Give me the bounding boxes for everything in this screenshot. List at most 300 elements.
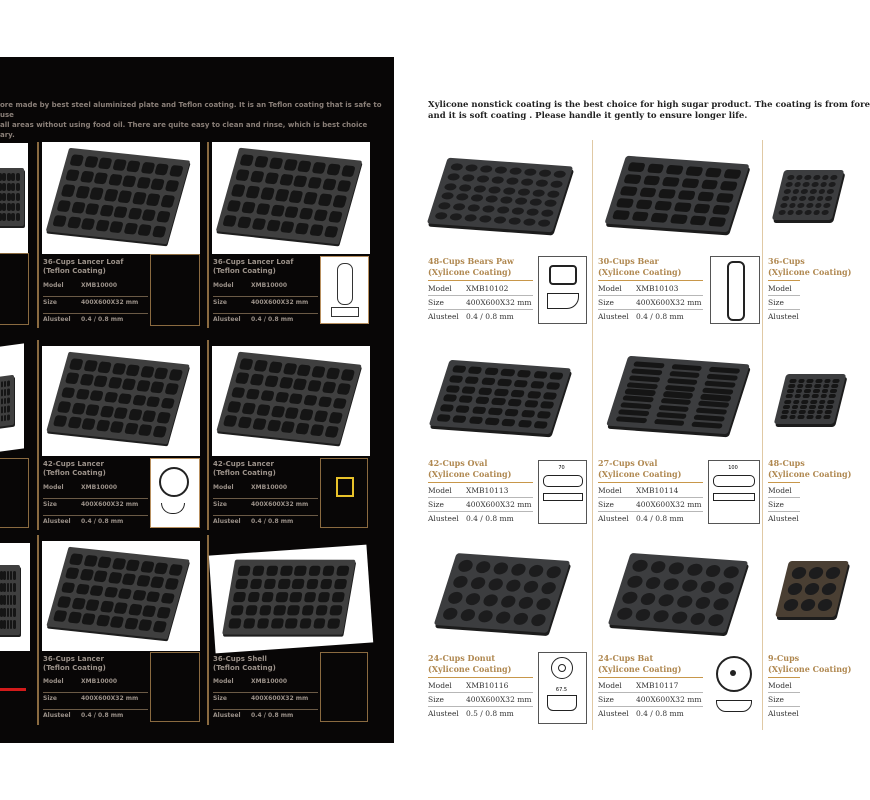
product-name <box>213 258 323 276</box>
tray-cavity <box>689 612 707 625</box>
spec-value: 400X600X32 mm <box>636 695 702 704</box>
spec-value: 0.4 / 0.8 mm <box>636 514 684 523</box>
tray-cavity <box>246 186 261 199</box>
tray-cavity <box>240 154 255 167</box>
left-intro-line: ore made by best steel aluminized plate and Teflon coating. It is an Teflon coating that is safe to use <box>0 101 382 119</box>
tray-cavity <box>86 599 100 611</box>
tray-cavity <box>821 175 829 180</box>
tray-cavity <box>146 194 161 207</box>
product-title: 48-Cups <box>768 458 805 468</box>
tray-cavity <box>658 405 690 412</box>
tray-cavity <box>140 366 154 378</box>
tray-cavity <box>13 583 16 592</box>
title-rule <box>598 280 703 281</box>
spec-row <box>428 693 533 707</box>
tray-cavity <box>287 605 300 615</box>
tray-cavity <box>439 404 454 412</box>
spec-label: Size <box>428 298 444 307</box>
tray-cavity <box>792 400 800 404</box>
left-divider <box>207 340 209 530</box>
tray-cavity <box>694 596 712 609</box>
tray-cavity <box>800 189 808 194</box>
tray-cavity <box>295 222 310 235</box>
tray-cavity <box>830 389 838 393</box>
tray-cavity <box>699 580 717 593</box>
tray-cavity <box>620 186 638 196</box>
tray-cavity <box>310 424 325 436</box>
product-name <box>428 458 511 480</box>
spec-table <box>43 484 148 532</box>
spec-value: XMB10000 <box>81 678 118 685</box>
spec-row <box>768 282 800 296</box>
spec-row <box>598 707 703 720</box>
tray-cavity <box>786 389 794 393</box>
tray-cavity <box>231 184 246 197</box>
tray-cavity <box>7 595 10 604</box>
tray-cavity <box>155 163 170 176</box>
product-name <box>213 460 323 478</box>
tray-cavity <box>449 212 463 220</box>
tray-cavity <box>459 609 477 622</box>
product-name <box>598 653 681 675</box>
tray-cavity <box>827 400 835 404</box>
tray-cavity <box>533 420 548 428</box>
tray-cavity <box>142 410 156 422</box>
tray-cavity <box>123 222 138 235</box>
tray-cavity <box>231 605 244 615</box>
tray-cavity <box>671 364 703 371</box>
product-photo <box>430 350 580 450</box>
tray-cavity <box>126 559 140 571</box>
tray-cavity <box>13 620 16 629</box>
spec-value: XMB10000 <box>81 484 118 491</box>
tray-cavity <box>807 196 815 201</box>
product-title: 27-Cups Oval <box>598 458 658 468</box>
tray-cavity <box>693 203 711 213</box>
tray-cavity <box>478 215 492 223</box>
tray-cavity <box>281 421 296 433</box>
tray-cavity <box>634 608 652 621</box>
tray-cavity <box>326 367 341 379</box>
tray-cavity <box>804 389 812 393</box>
spec-label: Size <box>768 695 784 704</box>
tray-cavity <box>3 571 6 580</box>
tray-cavity <box>86 404 100 416</box>
tray-cavity <box>491 398 506 406</box>
spec-row <box>768 296 800 310</box>
tray-cavity <box>4 398 7 405</box>
tray-cavity <box>315 606 328 616</box>
tray-cavity <box>80 171 95 184</box>
tray-cavity <box>810 400 818 404</box>
tray-cavity <box>95 219 110 232</box>
spec-table <box>213 484 318 532</box>
tray-cavity <box>795 175 803 180</box>
tray-cavity <box>643 175 661 185</box>
tray-cavity <box>788 415 796 419</box>
tray-cavity <box>451 365 466 373</box>
product-name-line: 36-Cups Lancer <box>43 655 104 663</box>
tray-cavity <box>662 578 680 591</box>
tray-cavity <box>328 210 343 223</box>
tray-cavity <box>790 567 807 579</box>
tray-cavity <box>83 555 97 567</box>
tray-cavity <box>540 582 558 595</box>
tray-cavity <box>496 206 510 214</box>
tray-cavity <box>340 369 355 381</box>
tray-cavity <box>245 605 258 615</box>
tray-cavity <box>264 579 277 589</box>
tray-cavity <box>293 175 308 188</box>
tray-cavity <box>806 379 814 383</box>
spec-row <box>428 707 533 720</box>
tray-cavity <box>689 215 707 225</box>
tray-cavity <box>680 579 698 592</box>
dimension-diagram <box>320 256 369 324</box>
spec-label: Model <box>598 284 622 293</box>
tray-cavity <box>311 366 326 378</box>
product-coating-line: (Teflon Coating) <box>213 664 276 672</box>
tray-cavity <box>336 565 349 575</box>
tray-cavity <box>543 392 558 400</box>
tray-cavity <box>464 376 479 384</box>
tray-cavity <box>126 160 141 173</box>
tray-cavity <box>270 204 285 217</box>
tray-cavity <box>478 387 493 395</box>
dimension-diagram <box>710 652 758 722</box>
tray-cavity <box>61 582 75 594</box>
tray-cavity <box>784 400 792 404</box>
title-rule <box>768 677 800 678</box>
tray-cavity <box>150 178 165 191</box>
tray-cavity <box>782 405 790 409</box>
tray-cavity <box>85 203 100 216</box>
tray-cavity <box>336 180 351 193</box>
tray-cavity <box>336 383 351 395</box>
tray-cavity <box>540 209 554 217</box>
tray-cavity <box>128 409 142 421</box>
tray-cavity <box>722 566 740 579</box>
diagram-box <box>320 652 368 722</box>
tray-cavity <box>7 380 10 387</box>
tray-cavity <box>549 180 563 188</box>
tray-cavity <box>7 414 10 421</box>
right-intro-line: and it is soft coating . Please handle it gently to ensure longer life. <box>428 111 748 121</box>
tray-cavity <box>801 400 809 404</box>
tray-cavity <box>65 169 80 182</box>
tray-cavity <box>114 407 128 419</box>
tray-cavity <box>4 389 7 396</box>
spec-label: Size <box>768 500 784 509</box>
product-title: 9-Cups <box>768 653 800 663</box>
tray-cavity <box>112 363 126 375</box>
tray-cavity <box>90 585 104 597</box>
tray-cavity <box>615 416 647 423</box>
tray-cavity <box>0 571 3 580</box>
tray-cavity <box>294 565 307 575</box>
tray-cavity <box>242 402 257 414</box>
tray-cavity <box>268 361 283 373</box>
spec-label: Model <box>43 678 64 685</box>
tray-cavity <box>53 610 67 622</box>
product-photo-partial <box>0 543 30 651</box>
tray-cavity <box>812 389 820 393</box>
tray-cavity <box>280 565 293 575</box>
tray-cavity <box>227 401 242 413</box>
tray-cavity <box>808 567 825 579</box>
spec-row <box>598 512 703 525</box>
tray-cavity <box>686 563 704 576</box>
spec-label: Size <box>428 500 444 509</box>
tray-cavity <box>303 192 318 205</box>
tray-cavity <box>623 174 641 184</box>
tray-cavity <box>658 188 676 198</box>
tray-cavity <box>297 364 312 376</box>
tray-cavity <box>702 387 734 394</box>
tray-cavity <box>293 378 308 390</box>
tray-cavity <box>709 367 741 374</box>
tray-cavity <box>108 377 122 389</box>
tray-cavity <box>10 571 13 580</box>
spec-value: 0.4 / 0.8 mm <box>81 518 124 525</box>
product-title: 36-Cups <box>768 256 805 266</box>
tray-cavity <box>472 185 486 193</box>
tray-cavity <box>11 213 15 221</box>
dimension-diagram <box>150 458 200 528</box>
tray-cavity <box>260 390 275 402</box>
spec-row <box>768 310 800 323</box>
tray-cavity <box>122 175 137 188</box>
spec-value: XMB10000 <box>251 484 288 491</box>
tray-cavity <box>531 189 545 197</box>
tray-cavity <box>83 360 97 372</box>
spec-label: Size <box>768 298 784 307</box>
tray-cavity <box>257 619 270 629</box>
tray-cavity <box>440 192 454 200</box>
spec-row <box>428 512 533 525</box>
tray-cavity <box>716 192 734 202</box>
tray-cavity <box>451 575 469 588</box>
tray-cavity <box>299 207 314 220</box>
product-photo <box>42 346 200 456</box>
spec-value: 0.4 / 0.8 mm <box>636 312 684 321</box>
tray-cavity <box>815 379 823 383</box>
tray-cavity <box>452 415 467 423</box>
tray-cavity <box>324 225 339 238</box>
product-coating-line: (Teflon Coating) <box>213 267 276 275</box>
product-photo <box>430 545 580 645</box>
tray-cavity <box>16 203 20 211</box>
tray-cavity <box>128 207 143 220</box>
tray-cavity <box>7 397 10 404</box>
dimension-diagram <box>708 460 760 524</box>
tray-cavity <box>512 612 530 625</box>
tray-cavity <box>98 361 112 373</box>
tray-cavity <box>223 215 238 228</box>
tray-cavity <box>0 583 3 592</box>
tray-cavity <box>664 384 696 391</box>
tray-cavity <box>437 202 451 210</box>
dimension-diagram <box>710 256 760 324</box>
tray-cavity <box>662 176 680 186</box>
tray-cavity <box>691 422 723 429</box>
tray-cavity <box>160 397 174 409</box>
tray-cavity <box>7 213 11 221</box>
tray-cavity <box>10 608 13 617</box>
spec-value: 400X600X32 mm <box>81 695 139 702</box>
tray-cavity <box>154 562 168 574</box>
tray-cavity <box>270 406 285 418</box>
spec-label: Size <box>598 500 614 509</box>
tray-cavity <box>670 611 688 624</box>
spec-value: 400X600X32 mm <box>251 695 309 702</box>
tray-cavity <box>549 372 564 380</box>
tray-cavity <box>118 393 132 405</box>
tray-cavity <box>2 173 6 181</box>
tray-cavity <box>156 412 170 424</box>
spec-label: Size <box>598 695 614 704</box>
spec-label: Model <box>428 681 452 690</box>
spec-row <box>598 679 703 693</box>
tray-cavity <box>612 209 630 219</box>
tray-cavity <box>13 571 16 580</box>
tray-cavity <box>307 380 322 392</box>
tray-cavity <box>289 592 302 602</box>
tray-cavity <box>104 391 118 403</box>
spec-label: Model <box>213 484 234 491</box>
tray-cavity <box>275 592 288 602</box>
tray-cavity <box>264 172 279 185</box>
spec-value: 0.4 / 0.8 mm <box>81 712 124 719</box>
tray-cavity <box>231 387 246 399</box>
tray-cavity <box>712 598 730 611</box>
tray-cavity <box>520 178 534 186</box>
tray-cavity <box>806 415 814 419</box>
spec-label: Alusteel <box>768 312 799 321</box>
tray-cavity <box>114 602 128 614</box>
tray-cavity <box>468 416 483 424</box>
tray-cavity <box>788 203 796 208</box>
tray-cavity <box>81 218 96 231</box>
tray-cavity <box>299 409 314 421</box>
tray-cavity <box>626 382 658 389</box>
tray-cavity <box>297 160 312 173</box>
tray-cavity <box>629 375 661 382</box>
tray-cavity <box>445 385 460 393</box>
product-coating-line: (Teflon Coating) <box>43 469 106 477</box>
title-rule <box>598 677 703 678</box>
tray-cavity <box>516 370 531 378</box>
tray-cavity <box>152 426 166 438</box>
tray-cavity <box>825 196 833 201</box>
spec-value: 0.4 / 0.8 mm <box>636 709 684 718</box>
tray-cavity <box>308 565 321 575</box>
tray-cavity <box>804 175 812 180</box>
tray-cavity <box>138 224 153 237</box>
tray-cavity <box>674 202 692 212</box>
tray-cavity <box>239 358 254 370</box>
tray-cavity <box>484 368 499 376</box>
tray-cavity <box>463 213 477 221</box>
tray-cavity <box>798 410 806 414</box>
title-rule <box>428 677 533 678</box>
tray-cavity <box>455 405 470 413</box>
spec-label: Alusteel <box>43 518 71 525</box>
tray-cavity <box>811 182 819 187</box>
tray-cavity <box>824 410 832 414</box>
tray-cavity <box>485 417 500 425</box>
tray-cavity <box>13 608 16 617</box>
tray-cavity <box>653 419 685 426</box>
title-rule <box>598 482 703 483</box>
tray-cavity <box>1 390 4 397</box>
product-name-line: 36-Cups Lancer Loaf <box>213 258 294 266</box>
tray-cavity <box>693 415 725 422</box>
spec-value: XMB10117 <box>636 681 679 690</box>
tray-cavity <box>0 183 2 191</box>
tray-cavity <box>75 186 90 199</box>
tray-cavity <box>136 380 150 392</box>
spec-row <box>598 282 703 296</box>
tray-cavity <box>318 396 333 408</box>
tray-cavity <box>96 420 110 432</box>
column-divider <box>592 140 593 730</box>
tray-cavity <box>261 592 274 602</box>
spec-label: Size <box>43 299 57 306</box>
spec-value: 400X600X32 mm <box>636 500 702 509</box>
spec-label: Size <box>598 298 614 307</box>
tray-cavity <box>509 563 527 576</box>
diagram-dimension-label: 67.5 <box>555 687 568 693</box>
tray-cavity <box>782 599 799 611</box>
tray-cavity <box>831 384 839 388</box>
right-intro-line: Xylicone nonstick coating is the best choice for high sugar product. The coating is from fore <box>428 100 870 110</box>
tray-cavity <box>124 618 138 630</box>
tray-cavity <box>314 410 329 422</box>
tray-cavity <box>266 420 281 432</box>
tray-cavity <box>639 187 657 197</box>
tray-cavity <box>322 382 337 394</box>
tray-cavity <box>616 198 634 208</box>
tray-cavity <box>655 412 687 419</box>
right-intro-text <box>428 100 870 122</box>
tray-cavity <box>165 180 180 193</box>
tray-cavity <box>7 608 10 617</box>
diagram-box-partial <box>0 458 29 528</box>
tray-cavity <box>798 379 806 383</box>
product-coating: (Xylicone Coating) <box>768 469 852 479</box>
tray-cavity <box>517 419 532 427</box>
tray-cavity <box>442 394 457 402</box>
tray-cavity <box>252 565 265 575</box>
left-divider <box>37 535 39 725</box>
tray-cavity <box>2 213 6 221</box>
tray-cavity <box>785 182 793 187</box>
spec-label: Model <box>768 681 792 690</box>
tray-cavity <box>824 379 832 383</box>
tray-cavity <box>82 613 96 625</box>
tray-cavity <box>499 196 513 204</box>
spec-value: XMB10113 <box>466 486 509 495</box>
tray-cavity <box>279 174 294 187</box>
tray-cavity <box>309 224 324 237</box>
product-photo <box>770 150 800 250</box>
tray-cavity <box>0 213 2 221</box>
spec-row <box>428 484 533 498</box>
tray-cavity <box>332 195 347 208</box>
tray-cavity <box>821 583 838 595</box>
tray-cavity <box>504 579 522 592</box>
